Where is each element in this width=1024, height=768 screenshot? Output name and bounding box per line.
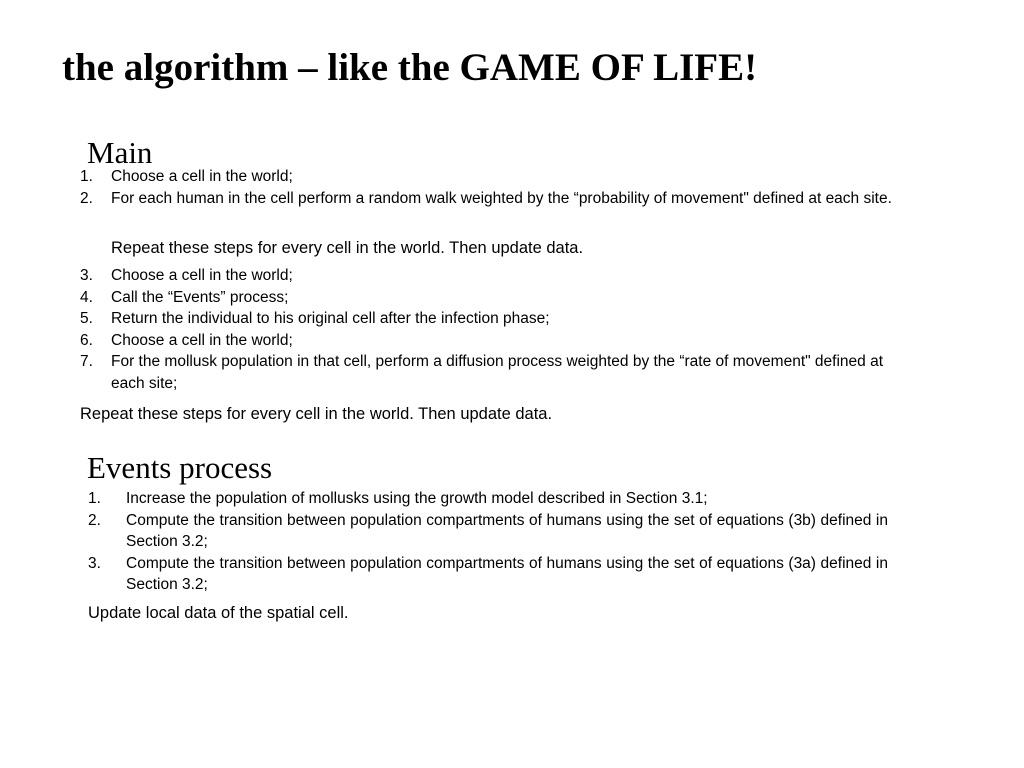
list-item xyxy=(80,287,895,309)
list-text: For each human in the cell perform a random walk weighted by the “probability of movement" defined at each site. xyxy=(111,189,892,207)
events-steps-list xyxy=(88,488,888,596)
list-number: 4. xyxy=(80,288,93,306)
list-item xyxy=(80,166,895,188)
list-text: Compute the transition between population compartments of humans using the set of equations (3a) defined in Section 3.2; xyxy=(126,554,888,593)
list-text: Compute the transition between population compartments of humans using the set of equations (3b) defined in Section 3.2; xyxy=(126,511,888,550)
list-text: For the mollusk population in that cell, perform a diffusion process weighted by the “rate of movement" defined at each site; xyxy=(111,353,884,392)
list-item xyxy=(80,351,895,394)
main-steps-list-b xyxy=(80,265,895,394)
list-item xyxy=(80,265,895,287)
list-number: 7. xyxy=(80,353,93,370)
main-heading: Main xyxy=(87,135,153,170)
list-item xyxy=(88,510,888,553)
list-number: 1. xyxy=(88,490,101,507)
repeat-note-b: Repeat these steps for every cell in the world. Then update data. xyxy=(80,405,553,423)
events-heading: Events process xyxy=(87,450,273,485)
list-item xyxy=(88,553,888,596)
slide-title: the algorithm – like the GAME OF LIFE! xyxy=(62,46,758,89)
list-number: 2. xyxy=(88,511,101,529)
list-text: Choose a cell in the world; xyxy=(111,168,293,185)
list-item xyxy=(80,330,895,352)
list-item xyxy=(80,308,895,330)
list-number: 2. xyxy=(80,189,93,207)
list-text: Call the “Events” process; xyxy=(111,288,289,306)
list-text: Increase the population of mollusks using the growth model described in Section 3.1; xyxy=(126,490,708,507)
main-steps-list-a xyxy=(80,166,895,209)
list-text: Choose a cell in the world; xyxy=(111,267,293,284)
list-item xyxy=(80,188,895,210)
list-number: 3. xyxy=(80,267,93,284)
list-number: 1. xyxy=(80,168,93,185)
repeat-note-a: Repeat these steps for every cell in the world. Then update data. xyxy=(111,239,584,257)
list-text: Choose a cell in the world; xyxy=(111,331,293,349)
update-note: Update local data of the spatial cell. xyxy=(88,604,349,622)
list-number: 3. xyxy=(88,554,101,572)
list-text: Return the individual to his original cell after the infection phase; xyxy=(111,310,550,327)
list-item xyxy=(88,488,888,510)
list-number: 5. xyxy=(80,310,93,327)
list-number: 6. xyxy=(80,331,93,349)
